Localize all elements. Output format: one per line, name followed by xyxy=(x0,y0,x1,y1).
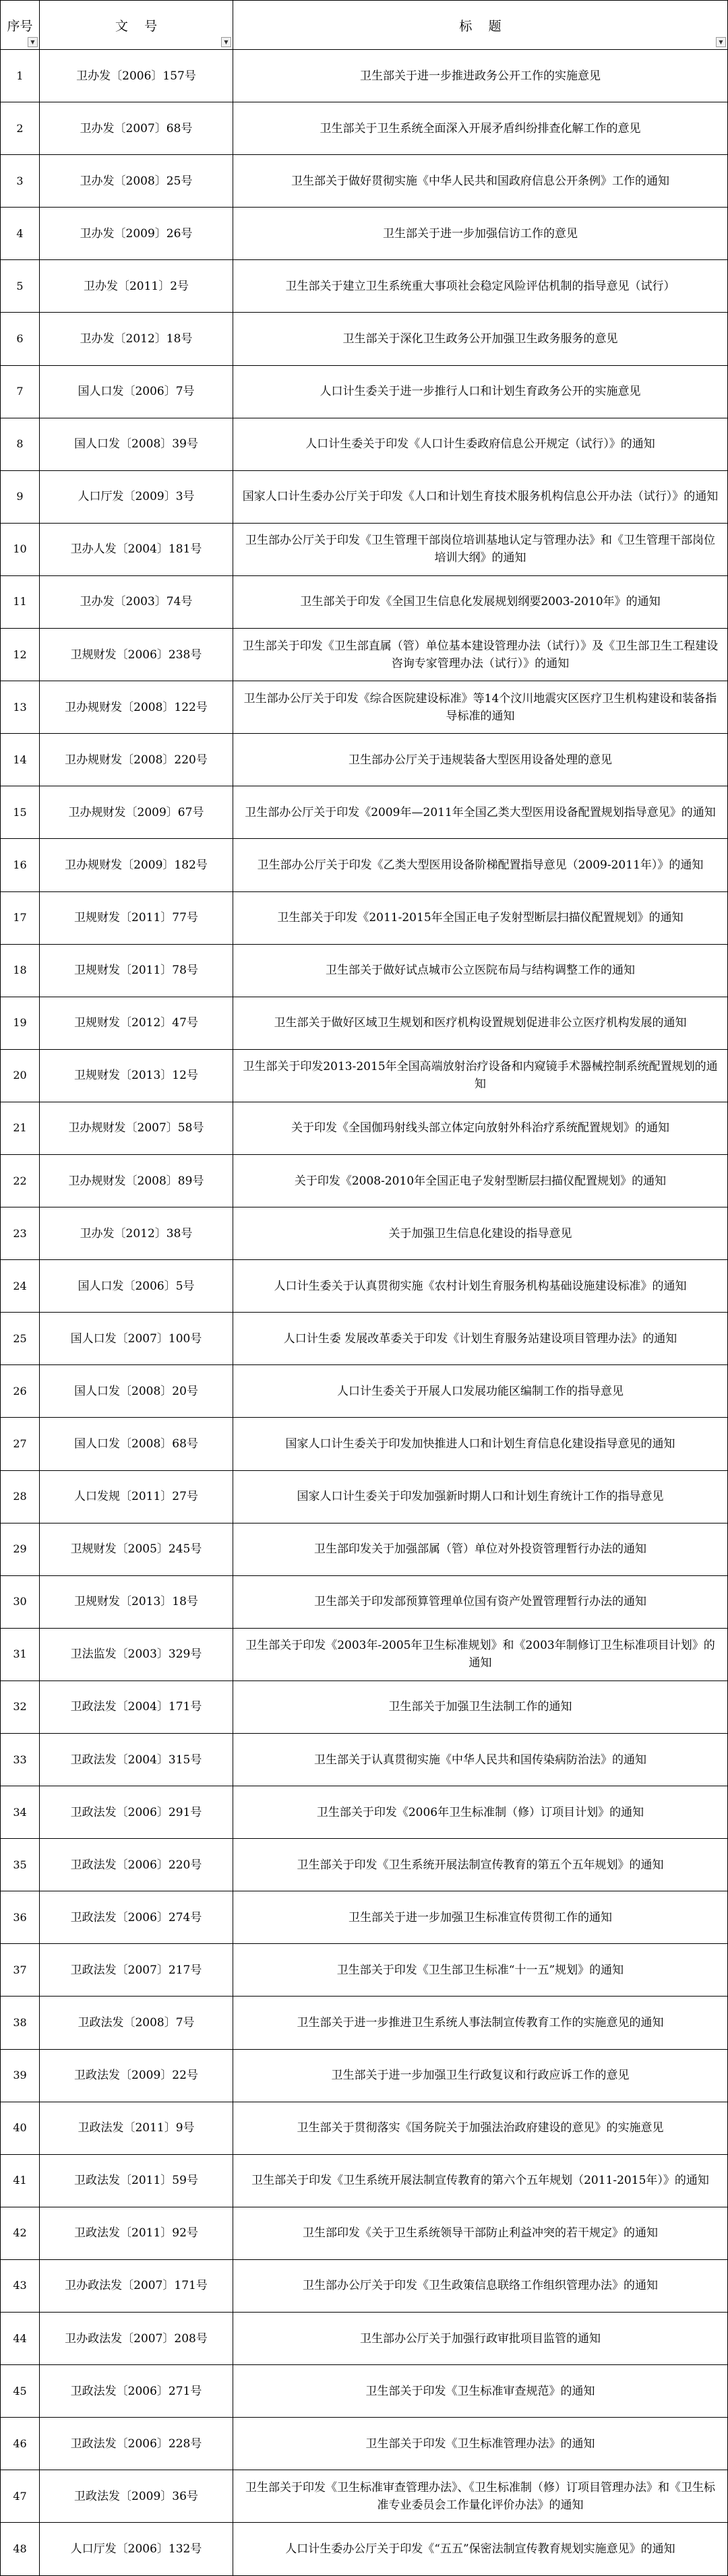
row-seq-cell[interactable]: 44 xyxy=(1,2313,40,2365)
row-title-cell[interactable]: 卫生部关于贯彻落实《国务院关于加强法治政府建设的意见》的实施意见 xyxy=(233,2102,728,2154)
row-title-cell[interactable]: 卫生部关于加强卫生法制工作的通知 xyxy=(233,1680,728,1733)
row-seq-cell[interactable]: 3 xyxy=(1,155,40,208)
row-title-cell[interactable]: 卫生部印发关于加强部属（管）单位对外投资管理暂行办法的通知 xyxy=(233,1523,728,1575)
table-row xyxy=(1,786,728,839)
column-header-doc-number-label: 文 号 xyxy=(115,18,158,34)
table-row xyxy=(1,944,728,997)
row-doc-number-cell[interactable]: 卫政法发〔2006〕271号 xyxy=(40,2365,233,2418)
column-header-seq xyxy=(1,1,40,50)
row-title-cell[interactable]: 国家人口计生委关于印发加强新时期人口和计划生育统计工作的指导意见 xyxy=(233,1470,728,1523)
row-seq-cell[interactable]: 7 xyxy=(1,365,40,418)
header-row xyxy=(1,1,728,50)
row-doc-number-cell[interactable]: 卫政法发〔2006〕228号 xyxy=(40,2418,233,2470)
row-doc-number-cell[interactable]: 卫规财发〔2013〕18号 xyxy=(40,1575,233,1628)
row-seq-cell[interactable]: 35 xyxy=(1,1839,40,1891)
row-title-cell[interactable]: 卫生部关于印发2013-2015年全国高端放射治疗设备和内窥镜手术器械控制系统配置规划的通知 xyxy=(233,1049,728,1102)
row-title-cell[interactable]: 卫生部关于印发《卫生系统开展法制宣传教育的第五个五年规划》的通知 xyxy=(233,1839,728,1891)
row-title-cell[interactable]: 卫生部关于认真贯彻实施《中华人民共和国传染病防治法》的通知 xyxy=(233,1734,728,1786)
table-row xyxy=(1,1944,728,1997)
row-doc-number-cell[interactable]: 卫政法发〔2011〕59号 xyxy=(40,2154,233,2207)
row-seq-cell[interactable]: 16 xyxy=(1,839,40,891)
row-doc-number-cell[interactable]: 卫办规财发〔2009〕182号 xyxy=(40,839,233,891)
row-title-cell[interactable]: 卫生部办公厅关于印发《卫生政策信息联络工作组织管理办法》的通知 xyxy=(233,2259,728,2312)
table-row xyxy=(1,1260,728,1313)
row-doc-number-cell[interactable]: 卫规财发〔2011〕77号 xyxy=(40,891,233,944)
row-doc-number-cell[interactable]: 卫办发〔2011〕2号 xyxy=(40,260,233,313)
row-title-cell[interactable]: 卫生部印发《关于卫生系统领导干部防止利益冲突的若干规定》的通知 xyxy=(233,2207,728,2259)
table-row xyxy=(1,1049,728,1102)
row-doc-number-cell[interactable]: 国人口发〔2008〕20号 xyxy=(40,1365,233,1418)
row-title-cell[interactable]: 卫生部关于进一步加强卫生行政复议和行政应诉工作的意见 xyxy=(233,2049,728,2102)
row-seq-cell[interactable]: 39 xyxy=(1,2049,40,2102)
table-row xyxy=(1,313,728,365)
row-seq-cell[interactable]: 47 xyxy=(1,2470,40,2523)
table-row xyxy=(1,208,728,260)
row-doc-number-cell[interactable]: 卫办规财发〔2007〕58号 xyxy=(40,1102,233,1154)
row-seq-cell[interactable]: 14 xyxy=(1,734,40,786)
table-row xyxy=(1,2313,728,2365)
row-seq-cell[interactable]: 13 xyxy=(1,681,40,734)
row-title-cell[interactable]: 卫生部关于深化卫生政务公开加强卫生政务服务的意见 xyxy=(233,313,728,365)
row-seq-cell[interactable]: 43 xyxy=(1,2259,40,2312)
table-row xyxy=(1,1680,728,1733)
row-title-cell[interactable]: 卫生部办公厅关于印发《乙类大型医用设备阶梯配置指导意见（2009-2011年）》的通知 xyxy=(233,839,728,891)
table-row xyxy=(1,2207,728,2259)
table-row xyxy=(1,2102,728,2154)
table-row xyxy=(1,2418,728,2470)
filter-dropdown-icon[interactable]: ▼ xyxy=(221,37,231,47)
row-doc-number-cell[interactable]: 卫政法发〔2008〕7号 xyxy=(40,1997,233,2049)
row-doc-number-cell[interactable]: 国人口发〔2008〕39号 xyxy=(40,418,233,470)
row-doc-number-cell[interactable]: 卫规财发〔2006〕238号 xyxy=(40,629,233,681)
table-row xyxy=(1,1997,728,2049)
row-seq-cell[interactable]: 45 xyxy=(1,2365,40,2418)
row-seq-cell[interactable]: 32 xyxy=(1,1680,40,1733)
row-seq-cell[interactable]: 18 xyxy=(1,944,40,997)
row-title-cell[interactable]: 人口计生委关于开展人口发展功能区编制工作的指导意见 xyxy=(233,1365,728,1418)
table-row xyxy=(1,365,728,418)
table-row xyxy=(1,1628,728,1680)
column-header-title xyxy=(233,1,728,50)
table-row xyxy=(1,1102,728,1154)
row-title-cell[interactable]: 卫生部关于印发《卫生标准审查管理办法》、《卫生标准制（修）订项目管理办法》和《卫生标准专业委员会工作量化评价办法》的通知 xyxy=(233,2470,728,2523)
row-title-cell[interactable]: 人口计生委 发展改革委关于印发《计划生育服务站建设项目管理办法》的通知 xyxy=(233,1313,728,1365)
row-seq-cell[interactable]: 26 xyxy=(1,1365,40,1418)
table-row xyxy=(1,470,728,523)
table-row xyxy=(1,1575,728,1628)
row-title-cell[interactable]: 关于印发《全国伽玛射线头部立体定向放射外科治疗系统配置规划》的通知 xyxy=(233,1102,728,1154)
row-doc-number-cell[interactable]: 国人口发〔2007〕100号 xyxy=(40,1313,233,1365)
row-seq-cell[interactable]: 20 xyxy=(1,1049,40,1102)
table-row xyxy=(1,50,728,102)
row-seq-cell[interactable]: 11 xyxy=(1,575,40,628)
row-doc-number-cell[interactable]: 卫办规财发〔2009〕67号 xyxy=(40,786,233,839)
row-seq-cell[interactable]: 17 xyxy=(1,891,40,944)
row-title-cell[interactable]: 卫生部关于做好试点城市公立医院布局与结构调整工作的通知 xyxy=(233,944,728,997)
row-title-cell[interactable]: 人口计生委关于认真贯彻实施《农村计划生育服务机构基础设施建设标准》的通知 xyxy=(233,1260,728,1313)
table-row xyxy=(1,1786,728,1839)
row-doc-number-cell[interactable]: 卫办发〔2008〕25号 xyxy=(40,155,233,208)
row-doc-number-cell[interactable]: 卫办发〔2009〕26号 xyxy=(40,208,233,260)
column-header-seq-label: 序号 xyxy=(7,18,33,34)
row-title-cell[interactable]: 卫生部关于印发《卫生标准审查规范》的通知 xyxy=(233,2365,728,2418)
row-doc-number-cell[interactable]: 人口厅发〔2009〕3号 xyxy=(40,470,233,523)
table-row xyxy=(1,681,728,734)
row-doc-number-cell[interactable]: 国人口发〔2008〕68号 xyxy=(40,1418,233,1470)
row-doc-number-cell[interactable]: 卫办发〔2012〕18号 xyxy=(40,313,233,365)
row-seq-cell[interactable]: 40 xyxy=(1,2102,40,2154)
row-title-cell[interactable]: 卫生部办公厅关于违规装备大型医用设备处理的意见 xyxy=(233,734,728,786)
row-doc-number-cell[interactable]: 卫办规财发〔2008〕122号 xyxy=(40,681,233,734)
row-doc-number-cell[interactable]: 卫规财发〔2012〕47号 xyxy=(40,997,233,1049)
row-seq-cell[interactable]: 5 xyxy=(1,260,40,313)
row-title-cell[interactable]: 人口计生委关于印发《人口计生委政府信息公开规定（试行）》的通知 xyxy=(233,418,728,470)
row-title-cell[interactable]: 卫生部关于进一步推进政务公开工作的实施意见 xyxy=(233,50,728,102)
row-doc-number-cell[interactable]: 人口厅发〔2006〕132号 xyxy=(40,2523,233,2575)
row-seq-cell[interactable]: 37 xyxy=(1,1944,40,1997)
row-seq-cell[interactable]: 1 xyxy=(1,50,40,102)
table-body xyxy=(1,50,728,2576)
row-title-cell[interactable]: 卫生部关于进一步加强卫生标准宣传贯彻工作的通知 xyxy=(233,1891,728,1944)
row-seq-cell[interactable]: 15 xyxy=(1,786,40,839)
row-title-cell[interactable]: 卫生部关于印发部预算管理单位国有资产处置管理暂行办法的通知 xyxy=(233,1575,728,1628)
row-title-cell[interactable]: 卫生部关于进一步推进卫生系统人事法制宣传教育工作的实施意见的通知 xyxy=(233,1997,728,2049)
table-row xyxy=(1,418,728,470)
row-title-cell[interactable]: 卫生部办公厅关于加强行政审批项目监管的通知 xyxy=(233,2313,728,2365)
row-title-cell[interactable]: 国家人口计生委办公厅关于印发《人口和计划生育技术服务机构信息公开办法（试行）》的通知 xyxy=(233,470,728,523)
table-row xyxy=(1,1207,728,1260)
row-doc-number-cell[interactable]: 卫办发〔2006〕157号 xyxy=(40,50,233,102)
row-doc-number-cell[interactable]: 卫规财发〔2011〕78号 xyxy=(40,944,233,997)
row-doc-number-cell[interactable]: 卫办人发〔2004〕181号 xyxy=(40,523,233,575)
table-row xyxy=(1,1891,728,1944)
row-doc-number-cell[interactable]: 卫规财发〔2013〕12号 xyxy=(40,1049,233,1102)
row-seq-cell[interactable]: 34 xyxy=(1,1786,40,1839)
row-title-cell[interactable]: 卫生部关于做好区域卫生规划和医疗机构设置规划促进非公立医疗机构发展的通知 xyxy=(233,997,728,1049)
table-row xyxy=(1,1365,728,1418)
row-seq-cell[interactable]: 41 xyxy=(1,2154,40,2207)
row-seq-cell[interactable]: 42 xyxy=(1,2207,40,2259)
row-seq-cell[interactable]: 12 xyxy=(1,629,40,681)
row-doc-number-cell[interactable]: 卫法监发〔2003〕329号 xyxy=(40,1628,233,1680)
row-title-cell[interactable]: 卫生部关于印发《卫生标准管理办法》的通知 xyxy=(233,2418,728,2470)
row-title-cell[interactable]: 卫生部关于卫生系统全面深入开展矛盾纠纷排查化解工作的意见 xyxy=(233,102,728,155)
row-title-cell[interactable]: 卫生部办公厅关于印发《综合医院建设标准》等14个汶川地震灾区医疗卫生机构建设和装备指导标准的通知 xyxy=(233,681,728,734)
row-title-cell[interactable]: 卫生部关于印发《卫生部卫生标准“十一五”规划》的通知 xyxy=(233,1944,728,1997)
row-title-cell[interactable]: 国家人口计生委关于印发加快推进人口和计划生育信息化建设指导意见的通知 xyxy=(233,1418,728,1470)
row-seq-cell[interactable]: 24 xyxy=(1,1260,40,1313)
row-seq-cell[interactable]: 4 xyxy=(1,208,40,260)
row-seq-cell[interactable]: 2 xyxy=(1,102,40,155)
table-row xyxy=(1,2154,728,2207)
table-row xyxy=(1,102,728,155)
row-title-cell[interactable]: 卫生部关于印发《2011-2015年全国正电子发射型断层扫描仪配置规划》的通知 xyxy=(233,891,728,944)
row-seq-cell[interactable]: 30 xyxy=(1,1575,40,1628)
row-seq-cell[interactable]: 19 xyxy=(1,997,40,1049)
row-seq-cell[interactable]: 9 xyxy=(1,470,40,523)
row-doc-number-cell[interactable]: 卫政法发〔2007〕217号 xyxy=(40,1944,233,1997)
row-doc-number-cell[interactable]: 卫办发〔2012〕38号 xyxy=(40,1207,233,1260)
row-doc-number-cell[interactable]: 卫政法发〔2009〕22号 xyxy=(40,2049,233,2102)
row-seq-cell[interactable]: 27 xyxy=(1,1418,40,1470)
row-seq-cell[interactable]: 28 xyxy=(1,1470,40,1523)
row-doc-number-cell[interactable]: 卫政法发〔2009〕36号 xyxy=(40,2470,233,2523)
row-seq-cell[interactable]: 10 xyxy=(1,523,40,575)
table-row xyxy=(1,734,728,786)
row-seq-cell[interactable]: 29 xyxy=(1,1523,40,1575)
table-row xyxy=(1,155,728,208)
row-title-cell[interactable]: 卫生部关于建立卫生系统重大事项社会稳定风险评估机制的指导意见（试行） xyxy=(233,260,728,313)
table-row xyxy=(1,997,728,1049)
row-doc-number-cell[interactable]: 卫办规财发〔2008〕89号 xyxy=(40,1154,233,1207)
table-row xyxy=(1,1313,728,1365)
table-row xyxy=(1,1418,728,1470)
row-seq-cell[interactable]: 23 xyxy=(1,1207,40,1260)
row-title-cell[interactable]: 人口计生委办公厅关于印发《“五五”保密法制宣传教育规划实施意见》的通知 xyxy=(233,2523,728,2575)
row-doc-number-cell[interactable]: 卫政法发〔2011〕9号 xyxy=(40,2102,233,2154)
column-header-doc-number xyxy=(40,1,233,50)
row-doc-number-cell[interactable]: 卫政法发〔2004〕171号 xyxy=(40,1680,233,1733)
table-row xyxy=(1,523,728,575)
row-doc-number-cell[interactable]: 国人口发〔2006〕5号 xyxy=(40,1260,233,1313)
row-seq-cell[interactable]: 21 xyxy=(1,1102,40,1154)
table-row xyxy=(1,2523,728,2575)
row-doc-number-cell[interactable]: 人口发规〔2011〕27号 xyxy=(40,1470,233,1523)
row-seq-cell[interactable]: 6 xyxy=(1,313,40,365)
table-row xyxy=(1,1734,728,1786)
row-seq-cell[interactable]: 25 xyxy=(1,1313,40,1365)
filter-dropdown-icon[interactable]: ▼ xyxy=(716,37,726,47)
row-doc-number-cell[interactable]: 卫办规财发〔2008〕220号 xyxy=(40,734,233,786)
row-title-cell[interactable]: 卫生部办公厅关于印发《卫生管理干部岗位培训基地认定与管理办法》和《卫生管理干部岗位培训大纲》的通知 xyxy=(233,523,728,575)
table-row xyxy=(1,1839,728,1891)
row-title-cell[interactable]: 卫生部关于印发《全国卫生信息化发展规划纲要2003-2010年》的通知 xyxy=(233,575,728,628)
row-title-cell[interactable]: 卫生部关于印发《2006年卫生标准制（修）订项目计划》的通知 xyxy=(233,1786,728,1839)
row-seq-cell[interactable]: 22 xyxy=(1,1154,40,1207)
table-row xyxy=(1,2365,728,2418)
row-title-cell[interactable]: 关于加强卫生信息化建设的指导意见 xyxy=(233,1207,728,1260)
row-doc-number-cell[interactable]: 卫政法发〔2006〕274号 xyxy=(40,1891,233,1944)
row-seq-cell[interactable]: 8 xyxy=(1,418,40,470)
table-row xyxy=(1,629,728,681)
row-doc-number-cell[interactable]: 国人口发〔2006〕7号 xyxy=(40,365,233,418)
row-title-cell[interactable]: 卫生部关于进一步加强信访工作的意见 xyxy=(233,208,728,260)
row-doc-number-cell[interactable]: 卫政法发〔2011〕92号 xyxy=(40,2207,233,2259)
table-row xyxy=(1,1154,728,1207)
table-row xyxy=(1,2259,728,2312)
row-doc-number-cell[interactable]: 卫政法发〔2006〕220号 xyxy=(40,1839,233,1891)
row-doc-number-cell[interactable]: 卫办政法发〔2007〕208号 xyxy=(40,2313,233,2365)
row-title-cell[interactable]: 卫生部关于印发《卫生部直属（管）单位基本建设管理办法（试行）》及《卫生部卫生工程建设咨询专家管理办法（试行）》的通知 xyxy=(233,629,728,681)
row-title-cell[interactable]: 卫生部关于印发《2003年-2005年卫生标准规划》和《2003年制修订卫生标准项目计划》的通知 xyxy=(233,1628,728,1680)
table-row xyxy=(1,260,728,313)
row-seq-cell[interactable]: 31 xyxy=(1,1628,40,1680)
table-row xyxy=(1,1470,728,1523)
row-seq-cell[interactable]: 46 xyxy=(1,2418,40,2470)
row-title-cell[interactable]: 卫生部关于印发《卫生系统开展法制宣传教育的第六个五年规划（2011-2015年）》的通知 xyxy=(233,2154,728,2207)
row-doc-number-cell[interactable]: 卫办发〔2003〕74号 xyxy=(40,575,233,628)
row-title-cell[interactable]: 关于印发《2008-2010年全国正电子发射型断层扫描仪配置规划》的通知 xyxy=(233,1154,728,1207)
table-row xyxy=(1,1523,728,1575)
row-doc-number-cell[interactable]: 卫政法发〔2006〕291号 xyxy=(40,1786,233,1839)
row-seq-cell[interactable]: 48 xyxy=(1,2523,40,2575)
row-seq-cell[interactable]: 33 xyxy=(1,1734,40,1786)
row-seq-cell[interactable]: 36 xyxy=(1,1891,40,1944)
column-header-title-label: 标 题 xyxy=(459,18,502,34)
row-doc-number-cell[interactable]: 卫政法发〔2004〕315号 xyxy=(40,1734,233,1786)
row-title-cell[interactable]: 卫生部办公厅关于印发《2009年—2011年全国乙类大型医用设备配置规划指导意见》的通知 xyxy=(233,786,728,839)
row-doc-number-cell[interactable]: 卫规财发〔2005〕245号 xyxy=(40,1523,233,1575)
row-doc-number-cell[interactable]: 卫办政法发〔2007〕171号 xyxy=(40,2259,233,2312)
table-row xyxy=(1,839,728,891)
table-row xyxy=(1,2470,728,2523)
table-row xyxy=(1,2049,728,2102)
table-row xyxy=(1,891,728,944)
row-seq-cell[interactable]: 38 xyxy=(1,1997,40,2049)
table-row xyxy=(1,575,728,628)
row-doc-number-cell[interactable]: 卫办发〔2007〕68号 xyxy=(40,102,233,155)
row-title-cell[interactable]: 卫生部关于做好贯彻实施《中华人民共和国政府信息公开条例》工作的通知 xyxy=(233,155,728,208)
filter-dropdown-icon[interactable]: ▼ xyxy=(28,37,38,47)
row-title-cell[interactable]: 人口计生委关于进一步推行人口和计划生育政务公开的实施意见 xyxy=(233,365,728,418)
